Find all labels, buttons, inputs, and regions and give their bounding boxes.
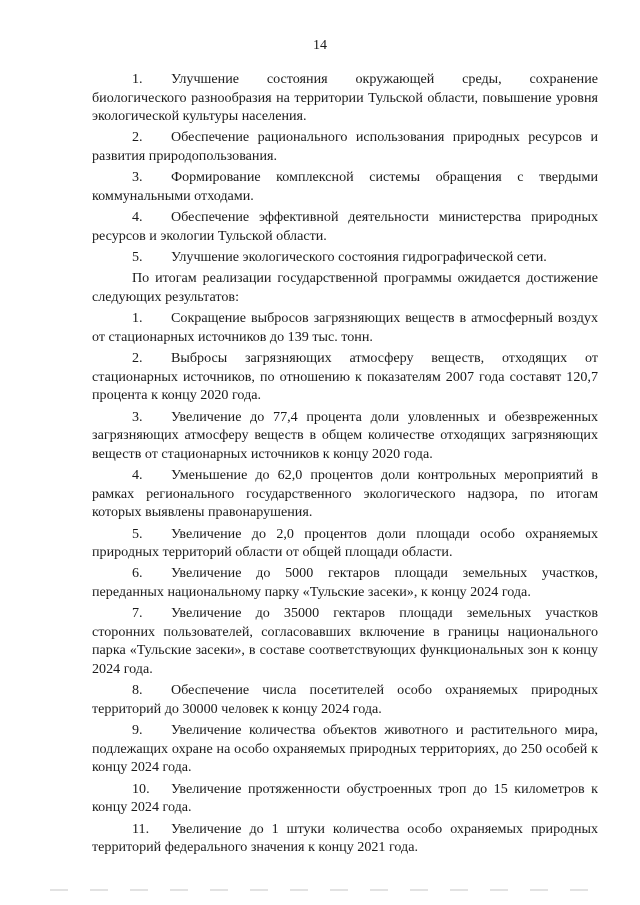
numbered-paragraph xyxy=(92,780,598,817)
paragraph-text: Обеспечение числа посетителей особо охраняемых природных территорий до 30000 человек к концу 2024 года. xyxy=(92,682,598,717)
paragraph-number: 8. xyxy=(132,682,143,699)
numbered-paragraph xyxy=(92,208,598,245)
paragraph-number: 6. xyxy=(132,565,143,582)
paragraph-text: Увеличение до 5000 гектаров площади земельных участков, переданных национальному парку «Тульские засеки», к концу 2024 года. xyxy=(92,565,598,600)
paragraph-text: Увеличение до 77,4 процента доли уловленных и обезвреженных загрязняющих атмосферу веществ в общем количестве отходящих загрязняющих веществ от стационарных источников к концу 2020 года. xyxy=(92,408,598,462)
numbered-paragraph xyxy=(92,721,598,777)
paragraph-text: Увеличение до 2,0 процентов доли площади особо охраняемых природных территорий области от общей площади области. xyxy=(92,525,598,561)
numbered-paragraph xyxy=(92,248,598,267)
paragraph-text: Улучшение экологического состояния гидрографической сети. xyxy=(171,249,547,266)
paragraph-number: 2. xyxy=(132,350,143,367)
paragraph-text: Выбросы загрязняющих атмосферу веществ, отходящих от стационарных источников, по отношению к показателям 2007 года составят 120,7 процента к концу 2020 года. xyxy=(92,350,598,404)
paragraph-number: 4. xyxy=(132,209,143,226)
numbered-paragraph xyxy=(92,408,598,464)
paragraph-number: 2. xyxy=(132,129,143,146)
numbered-paragraph xyxy=(92,466,598,522)
paragraph-text: По итогам реализации государственной программы ожидается достижение следующих результатов: xyxy=(92,270,598,305)
paragraph-number: 5. xyxy=(132,525,143,542)
paragraph-number: 9. xyxy=(132,722,143,739)
numbered-paragraph xyxy=(92,168,598,205)
paragraph-text: Улучшение состояния окружающей среды, сохранение биологического разнообразия на территории Тульской области, повышение уровня экологической культуры населения. xyxy=(92,71,598,125)
numbered-paragraph xyxy=(92,820,598,857)
paragraph-number: 5. xyxy=(132,249,143,266)
paragraph-number: 3. xyxy=(132,408,143,425)
numbered-paragraph xyxy=(92,309,598,346)
paragraph-number: 11. xyxy=(132,820,150,837)
scan-artifact-line xyxy=(50,889,610,891)
paragraph-number: 7. xyxy=(132,605,143,622)
document-body xyxy=(92,70,598,859)
numbered-paragraph xyxy=(92,564,598,601)
paragraph-text: Уменьшение до 62,0 процентов доли контрольных мероприятий в рамках регионального государственного экологического надзора, по итогам которых выявлены правонарушения. xyxy=(92,467,598,521)
numbered-paragraph xyxy=(92,128,598,165)
paragraph-number: 4. xyxy=(132,467,143,484)
numbered-paragraph xyxy=(92,681,598,718)
paragraph-number: 3. xyxy=(132,169,143,186)
paragraph-text: Увеличение до 35000 гектаров площади земельных участков сторонних пользователей, согласовавших включение в границы национального парка «Тульские засеки», в составе соответствующих функциональных зон к концу 2024 года. xyxy=(92,605,598,678)
paragraph-text: Увеличение протяженности обустроенных троп до 15 километров к концу 2024 года. xyxy=(92,780,598,816)
paragraph-text: Сокращение выбросов загрязняющих веществ в атмосферный воздух от стационарных источников до 139 тыс. тонн. xyxy=(92,310,598,345)
paragraph-number: 10. xyxy=(132,780,150,797)
paragraph-number: 1. xyxy=(132,71,143,87)
paragraph xyxy=(92,269,598,306)
paragraph-number: 1. xyxy=(132,310,143,327)
paragraph-text: Формирование комплексной системы обращения с твердыми коммунальными отходами. xyxy=(92,169,598,204)
page-number: 14 xyxy=(313,38,327,53)
paragraph-text: Обеспечение рационального использования природных ресурсов и развития природопользования. xyxy=(92,129,598,165)
numbered-paragraph xyxy=(92,604,598,678)
numbered-paragraph xyxy=(92,525,598,562)
paragraph-text: Увеличение до 1 штуки количества особо охраняемых природных территорий федерального значения к концу 2021 года. xyxy=(92,820,598,856)
paragraph-text: Обеспечение эффективной деятельности министерства природных ресурсов и экологии Тульской области. xyxy=(92,209,598,244)
numbered-paragraph xyxy=(92,70,598,126)
numbered-paragraph xyxy=(92,349,598,405)
paragraph-text: Увеличение количества объектов животного и растительного мира, подлежащих охране на особо охраняемых природных территориях, до 250 особей к концу 2024 года. xyxy=(92,722,598,776)
